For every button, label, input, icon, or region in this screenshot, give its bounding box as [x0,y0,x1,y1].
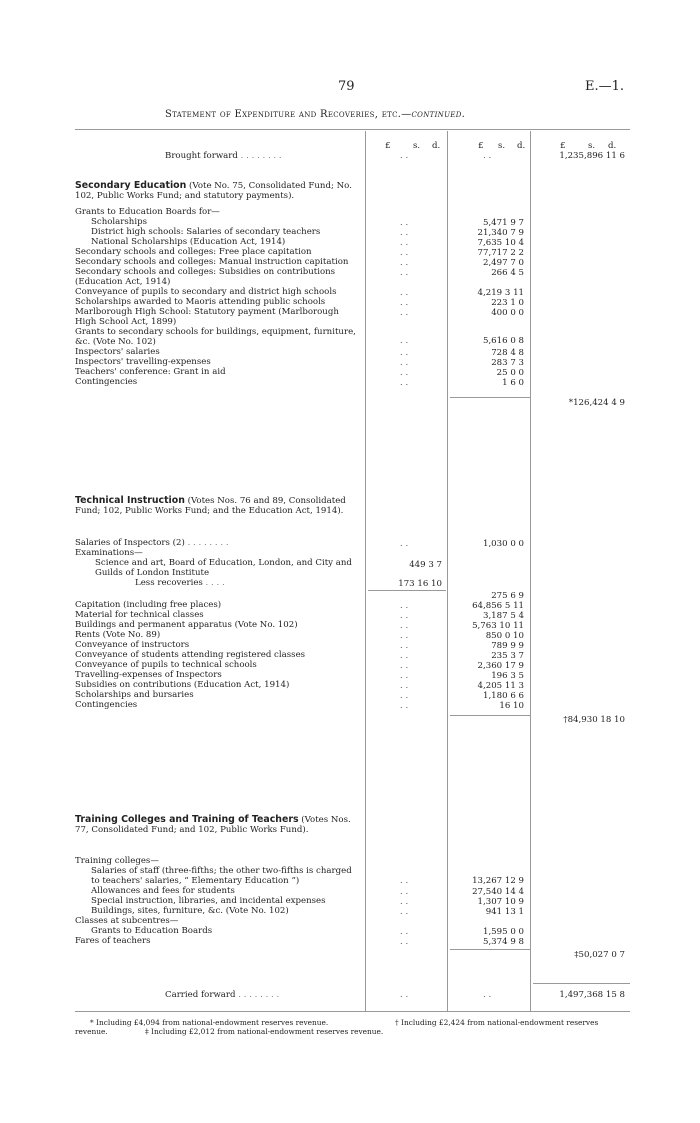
tech-less-amount: 173 16 10 [398,579,442,589]
training-row-amount: 27,540 14 4 [472,887,524,897]
technical-row-amount: 4,205 11 3 [477,681,524,691]
training-total: ‡50,027 0 7 [574,950,625,960]
carried-forward-amount: 1,497,368 15 8 [559,990,625,1000]
dots: . . [483,151,492,161]
technical-row-amount: 1,180 6 6 [482,691,524,701]
secondary-row-amount: 728 4 8 [491,348,524,358]
technical-row-amount: 789 9 9 [491,641,524,651]
dots: . . [400,358,409,368]
section-secondary-title [75,181,363,201]
dots: . . [400,990,409,1000]
col3-pence-header: d. [608,141,617,151]
dots: . . [400,876,409,886]
tech-exam-label: Examinations— [75,548,143,558]
dots: . . [400,336,409,346]
technical-subtotal-rule [450,715,530,716]
secondary-row-text: Contingencies [75,377,138,387]
brought-forward-amount: 1,235,896 11 6 [559,151,625,161]
training-row-amount: 941 13 1 [485,907,524,917]
training-row-label [75,937,357,947]
technical-row-text: Rents (Vote No. 89) [75,630,161,640]
technical-row-amount: 850 0 10 [485,631,524,641]
dots: . . [400,621,409,631]
training-row-text: Fares of teachers [75,936,151,946]
technical-row-text: Conveyance of students attending registered classes [75,650,306,660]
secondary-row-amount: 7,635 10 4 [477,238,524,248]
technical-row-amount: 196 3 5 [491,671,524,681]
dots: . . [400,691,409,701]
secondary-row-amount: 283 7 3 [491,358,524,368]
page-title [165,110,465,120]
secondary-row-amount: 266 4 5 [491,268,524,278]
dots: . . [400,651,409,661]
secondary-row-text: Scholarships awarded to Maoris attending public schools [75,297,326,307]
report-code: E.—1. [585,79,625,94]
training-heading: Training Colleges and Training of Teachers [75,814,299,825]
technical-row-text: Contingencies [75,700,138,710]
secondary-row-text: Grants to secondary schools for buildings, equipment, furniture, &c. (Vote No. 102) [75,327,356,347]
secondary-row-amount: 5,471 9 7 [482,218,524,228]
col2-shilling-header: s. [498,141,506,151]
secondary-row-text: National Scholarships (Education Act, 1914) [91,237,286,247]
secondary-row-text: Secondary schools and colleges: Subsidies on contributions (Education Act, 1914) [75,267,336,287]
tech-less-text: Less recoveries [135,578,203,588]
col1-pound-header: £ [385,141,391,151]
tech-salaries-amount: 1,030 0 0 [482,539,524,549]
dots: . . [400,937,409,947]
footnote-3: ‡ Including £2,012 from national-endowment reserves revenue. [145,1027,384,1036]
dots: . . [400,671,409,681]
secondary-subtotal-rule [450,397,530,398]
col3-shilling-header: s. [588,141,596,151]
dots: . . [400,268,409,278]
secondary-row-text: Inspectors' salaries [75,347,160,357]
dots: . . [400,641,409,651]
col1-shilling-header: s. [413,141,421,151]
dots: . . [400,368,409,378]
technical-total: †84,930 18 10 [563,715,625,725]
secondary-row-amount: 77,717 2 2 [477,248,524,258]
secondary-row-text: District high schools: Salaries of secondary teachers [91,227,321,237]
dots: . . [400,601,409,611]
dots: . . [400,228,409,238]
training-row-amount: 13,267 12 9 [472,876,524,886]
secondary-row-label [75,328,357,347]
secondary-row-label [75,308,357,327]
technical-row-amount: 64,856 5 11 [472,601,524,611]
secondary-row-amount: 2,497 7 0 [482,258,524,268]
training-row-amount: 5,374 9 8 [482,937,524,947]
training-colleges-label: Training colleges— [75,856,159,866]
col-divider-2 [447,131,448,1011]
dots: . . [400,661,409,671]
dots: . . [400,348,409,358]
tech-salaries-label: Salaries of Inspectors (2) . . . . . . . . [75,538,229,548]
col-divider-3 [530,131,531,1011]
technical-row-text: Buildings and permanent apparatus (Vote No. 102) [75,620,298,630]
secondary-row-label [75,268,357,287]
secondary-row-amount: 400 0 0 [491,308,524,318]
training-row-text: Salaries of staff (three-fifths; the other two-fifths is charged to teachers' salaries, “ Elementary Education ”) [91,866,352,886]
section-training-title [75,815,363,835]
technical-row-text: Capitation (including free places) [75,600,222,610]
tech-exam-item-amount: 449 3 7 [409,560,442,570]
carried-forward-text: Carried forward [165,990,236,1000]
dots: . . [400,631,409,641]
tech-net-amount: 275 6 9 [491,591,524,601]
dots: . . [400,611,409,621]
dots: . . [400,701,409,711]
footnote-2-cont: revenue. [75,1027,108,1036]
technical-row-amount: 235 3 7 [491,651,524,661]
technical-row-text: Scholarships and bursaries [75,690,194,700]
col2-pence-header: d. [517,141,526,151]
training-row-text: Special instruction, libraries, and incidental expenses [91,896,326,906]
training-row-text: Allowances and fees for students [91,886,235,896]
title-main: Statement of Expenditure and Recoveries, etc.— [165,109,412,120]
technical-heading: Technical Instruction [75,495,185,506]
brought-forward-label: Brought forward . . . . . . . . [165,151,282,161]
secondary-row-text: Secondary schools and colleges: Free place capitation [75,247,312,257]
secondary-row-amount: 5,616 0 8 [482,336,524,346]
secondary-subheading: (Vote No. 75, Consolidated Fund; No. 102, Public Works Fund; and statutory payments). [75,181,352,201]
technical-row-text: Material for technical classes [75,610,204,620]
dots: . . [400,681,409,691]
carried-forward-label: Carried forward . . . . . . . . [165,990,280,1000]
dots: . . [400,378,409,388]
training-row-text: Classes at subcentres— [75,916,179,926]
technical-row-amount: 16 10 [499,701,524,711]
dots: . . [400,897,409,907]
dots: . . [400,927,409,937]
dots: . . [400,907,409,917]
technical-row-text: Subsidies on contributions (Education Act, 1914) [75,680,290,690]
training-row-amount: 1,307 10 9 [477,897,524,907]
col2-pound-header: £ [478,141,484,151]
training-subheading: (Votes Nos. 77, Consolidated Fund; and 102, Public Works Fund). [75,815,351,835]
dots: . . [400,288,409,298]
dots: . . [400,887,409,897]
section-technical-title [75,496,363,516]
dots: . . [400,258,409,268]
secondary-row-amount: 223 1 0 [491,298,524,308]
secondary-row-label [75,378,357,388]
secondary-row-text: Marlborough High School: Statutory payment (Marlborough High School Act, 1899) [75,307,339,327]
secondary-heading: Secondary Education [75,180,187,191]
footnote-2: † Including £2,424 from national-endowment reserves [395,1018,599,1027]
dots: . . [400,238,409,248]
col-divider-1 [365,131,366,1011]
technical-row-text: Conveyance of pupils to technical schools [75,660,257,670]
dots: . . [400,248,409,258]
secondary-row-text: Teachers' conference: Grant in aid [75,367,226,377]
technical-row-amount: 5,763 10 11 [472,621,524,631]
secondary-row-text: Secondary schools and colleges: Manual instruction capitation [75,257,349,267]
technical-subheading: (Votes Nos. 76 and 89, Consolidated Fund; 102, Public Works Fund; and the Education Act, 1914). [75,496,346,516]
tech-less-rule [368,590,446,591]
carried-forward-rule [533,983,630,984]
secondary-row-text: Grants to Education Boards for— [75,207,220,217]
tech-exam-item: Science and art, Board of Education, London, and City and Guilds of London Institute [95,558,352,578]
technical-row-amount: 3,187 5 4 [482,611,524,621]
technical-row-text: Travelling-expenses of Inspectors [75,670,222,680]
secondary-row-text: Scholarships [91,217,147,227]
tech-salaries-text: Salaries of Inspectors (2) [75,538,185,548]
dots: . . [400,298,409,308]
dots: . . [400,151,409,161]
footnote-1: * Including £4,094 from national-endowment reserves revenue. [90,1018,329,1027]
training-subtotal-rule [450,949,530,950]
secondary-row-text: Inspectors' travelling-expenses [75,357,211,367]
table-top-rule [75,129,630,130]
training-row-text: Buildings, sites, furniture, &c. (Vote No. 102) [91,906,289,916]
secondary-row-amount: 4,219 3 11 [477,288,524,298]
technical-row-text: Conveyance of instructors [75,640,190,650]
training-row-text: Grants to Education Boards [91,926,213,936]
technical-row-amount: 2,360 17 9 [477,661,524,671]
title-suffix: continued. [411,109,466,120]
dots: . . [400,218,409,228]
training-row-label [91,867,357,886]
technical-row-label [75,701,357,711]
dots: . . [483,990,492,1000]
secondary-total: *126,424 4 9 [568,398,625,408]
table-bottom-rule [75,1011,630,1012]
secondary-row-amount: 1 6 0 [502,378,524,388]
training-row-amount: 1,595 0 0 [482,927,524,937]
secondary-row-amount: 21,340 7 9 [477,228,524,238]
brought-forward-text: Brought forward [165,151,238,161]
tech-less-label: Less recoveries . . . . [135,578,225,588]
secondary-row-text: Conveyance of pupils to secondary and district high schools [75,287,337,297]
page-number: 79 [338,79,355,94]
col3-pound-header: £ [560,141,566,151]
dots: . . [400,308,409,318]
secondary-row-amount: 25 0 0 [496,368,524,378]
col1-pence-header: d. [432,141,441,151]
dots: . . [400,539,409,549]
